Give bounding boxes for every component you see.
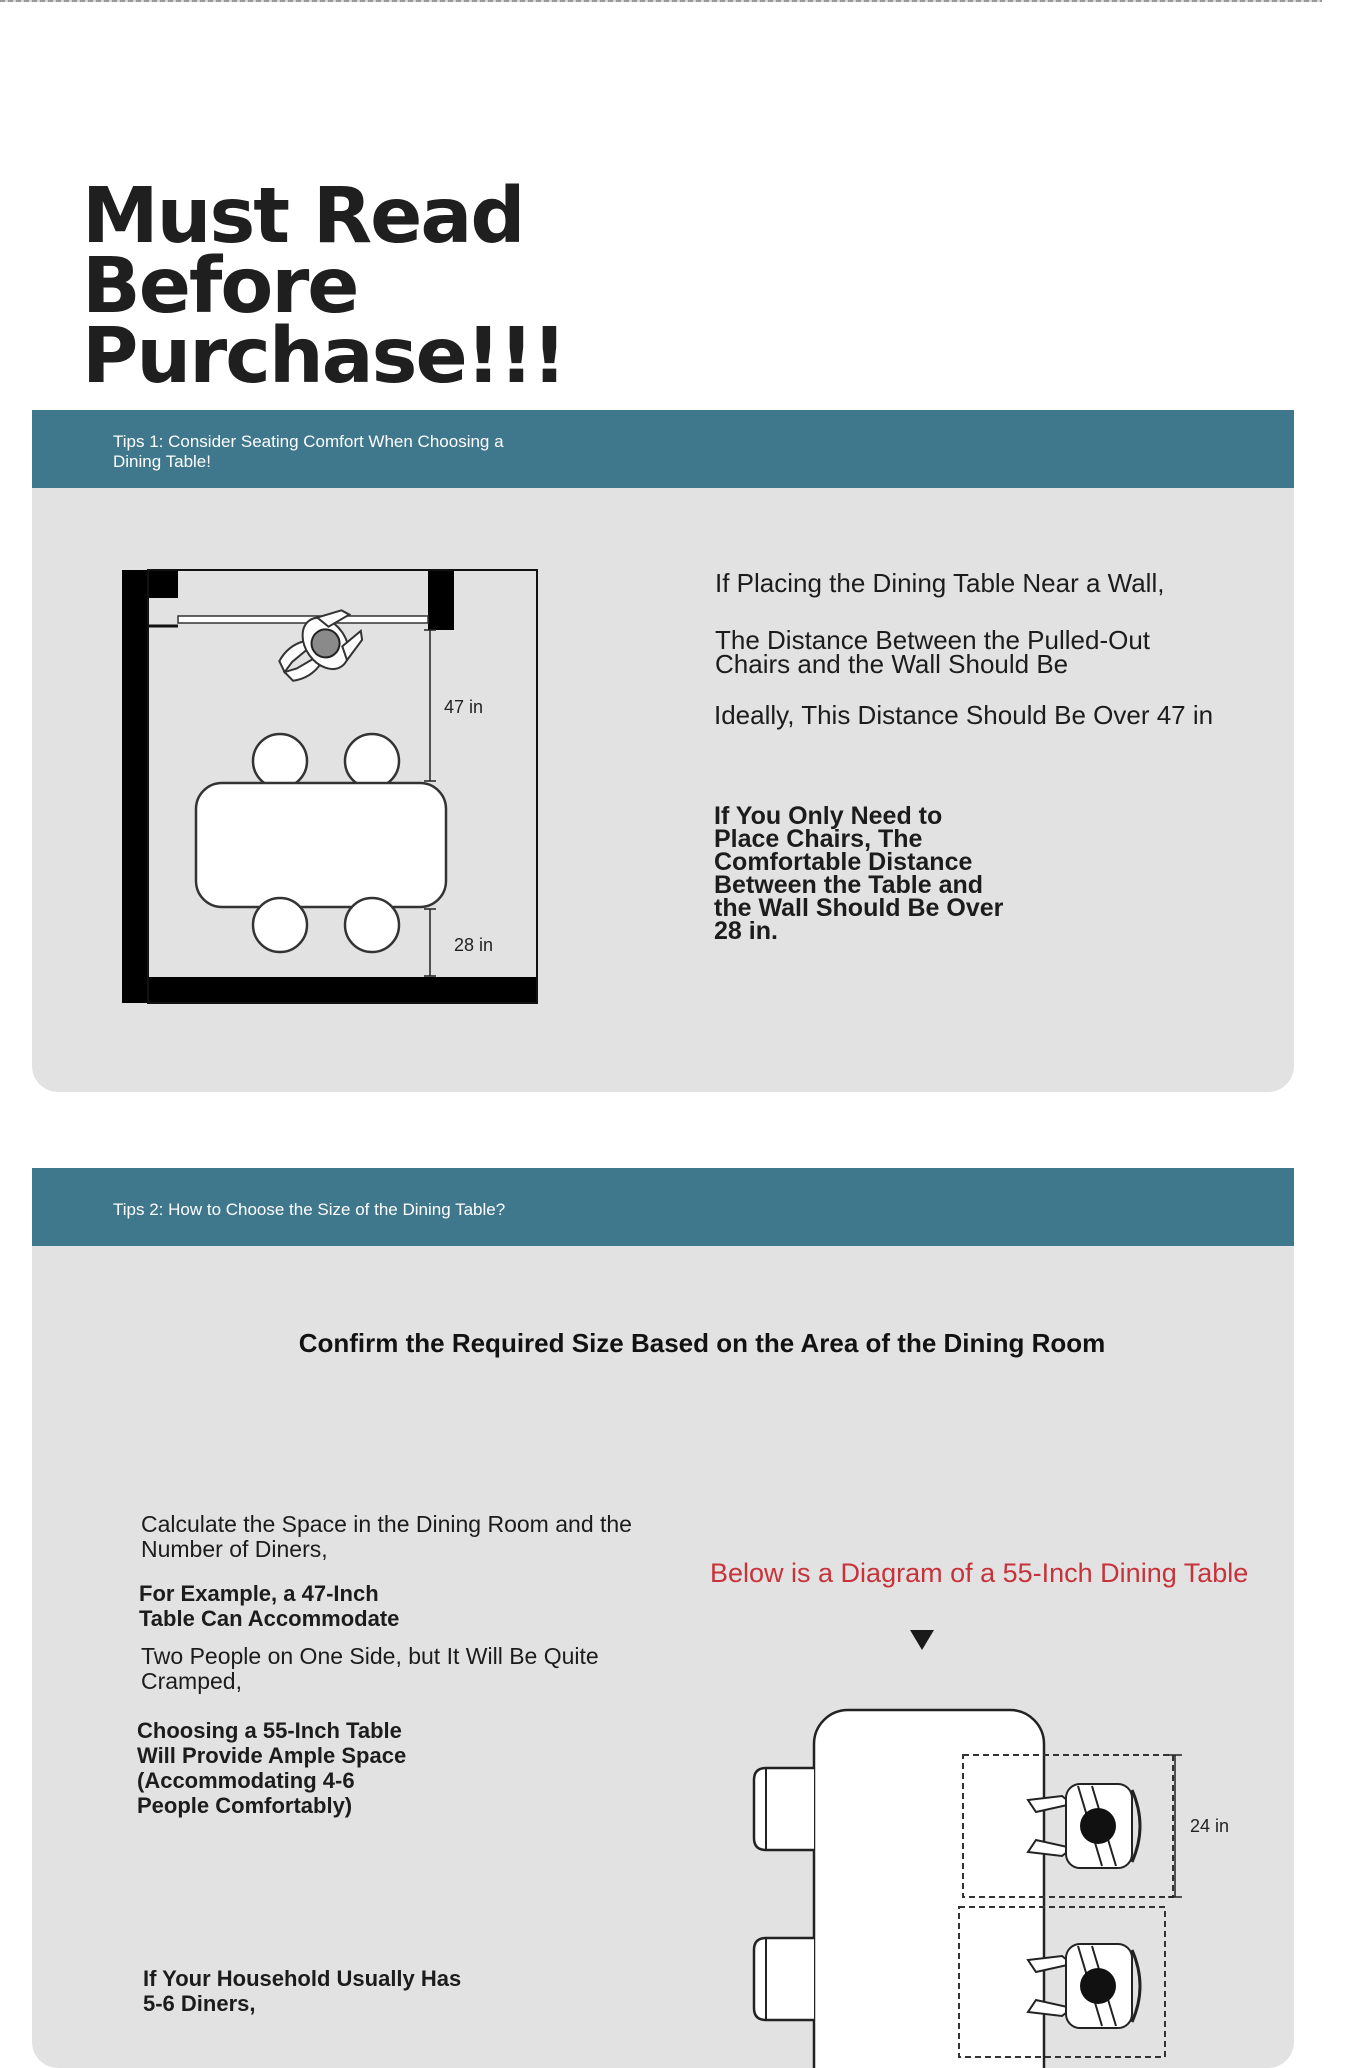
example-47-text: For Example, a 47-Inch Table Can Accommodate [139, 1581, 400, 1631]
chair-left-1 [754, 1768, 814, 1850]
room-top-wall-left [148, 570, 178, 598]
room-left-wall [122, 570, 148, 1003]
chair-bottom-left [253, 898, 307, 952]
top-divider [0, 0, 1322, 2]
page-title: Must Read Before Purchase!!! [82, 172, 566, 401]
table-55-diagram [672, 1668, 1230, 2068]
calc-space-text: Calculate the Space in the Dining Room and the Number of Diners, [141, 1511, 632, 1562]
room-bottom-wall [122, 977, 537, 1003]
person-icon [269, 600, 372, 695]
dimension-47-label: 47 in [444, 697, 484, 717]
chair-top-right [345, 734, 399, 788]
room-top-wall-right [428, 570, 454, 630]
tip-1-header-text: Tips 1: Consider Seating Comfort When Choosing a Dining Table! [113, 432, 504, 471]
wall-heading-text: If Placing the Dining Table Near a Wall, [715, 568, 1165, 598]
dining-table [196, 783, 446, 907]
dimension-47 [424, 630, 436, 781]
dimension-24-label: 24 in [1190, 1816, 1230, 1836]
wall-distance-text: The Distance Between the Pulled-Out Chairs and the Wall Should Be [715, 625, 1151, 679]
dimension-24 [1168, 1755, 1182, 1897]
choose-55-text: Choosing a 55-Inch Table Will Provide Ample Space (Accommodating 4-6 People Comfortably) [137, 1718, 407, 1818]
table-55 [814, 1710, 1044, 2068]
tip-2-subtitle: Confirm the Required Size Based on the Area of the Dining Room [298, 1328, 1106, 1358]
chair-top-left [253, 734, 307, 788]
tip-1-card [32, 410, 1294, 1092]
diagram-caption: Below is a Diagram of a 55-Inch Dining Table [710, 1558, 1249, 1588]
chair-bottom-right [345, 898, 399, 952]
dimension-28 [424, 909, 436, 976]
tip-2-card [32, 1168, 1294, 2068]
chair-left-2 [754, 1938, 814, 2020]
dimension-28-label: 28 in [454, 935, 494, 955]
tip-2-header-text: Tips 2: How to Choose the Size of the Dining Table? [113, 1200, 506, 1219]
down-arrow-icon [910, 1630, 934, 1650]
room-layout-diagram [32, 410, 592, 1092]
chairs-only-text: If You Only Need to Place Chairs, The Comfortable Distance Between the Table and the Wall Should Be Over 28 in. [714, 802, 1004, 945]
tip-2-header-bar [32, 1168, 1294, 1246]
ideal-distance-text: Ideally, This Distance Should Be Over 47 in [714, 700, 1214, 730]
two-people-text: Two People on One Side, but It Will Be Quite Cramped, [141, 1643, 599, 1694]
household-text: If Your Household Usually Has 5-6 Diners, [143, 1966, 462, 2016]
window-sill [178, 616, 428, 623]
